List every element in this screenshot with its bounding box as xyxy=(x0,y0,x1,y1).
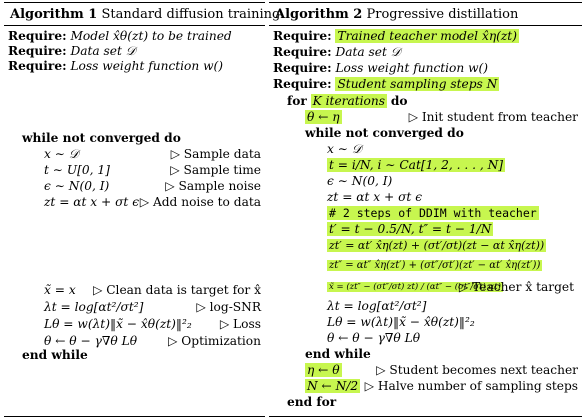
algorithm-1-title xyxy=(10,7,280,22)
code-line: x ∼ 𝒟 xyxy=(327,142,362,156)
comment: ▷ Loss xyxy=(219,317,261,331)
comment: ▷ Sample noise xyxy=(165,179,261,193)
comment: ▷ Sample time xyxy=(170,163,261,177)
require-line: Require: Student sampling steps N xyxy=(273,77,498,91)
highlight: t = i/N, i ∼ Cat[1, 2, . . . , N] xyxy=(329,158,504,172)
code-line: zt = αt x + σt ϵ xyxy=(327,190,423,204)
comment: ▷ Teacher x̂ target xyxy=(458,280,574,294)
bottom-rule xyxy=(4,416,265,417)
title-rule xyxy=(269,25,582,26)
end-while-line: end while xyxy=(22,348,88,362)
code-line xyxy=(327,206,539,221)
code-line: λt = log[αt²/σt²] xyxy=(44,300,144,314)
comment: ▷ Sample data xyxy=(170,147,261,161)
title-rule xyxy=(4,25,265,26)
algorithm-name: Standard diffusion training xyxy=(101,7,281,22)
code-line: zt = αt x + σt ϵ xyxy=(44,195,140,209)
code-line xyxy=(305,110,342,125)
highlight: Student sampling steps N xyxy=(337,77,498,91)
code-line: Lθ = w(λt)‖x̃ − x̂θ(zt)‖²₂ xyxy=(327,315,475,329)
for-line: for K iterations do xyxy=(287,94,408,108)
while-line: while not converged do xyxy=(22,131,181,145)
comment: ▷ Halve number of sampling steps xyxy=(364,379,578,393)
code-line xyxy=(327,158,505,173)
comment: ▷ log-SNR xyxy=(196,300,261,314)
comment: ▷ Clean data is target for x̂ xyxy=(92,283,261,297)
comment: ▷ Init student from teacher xyxy=(408,110,578,124)
code-line: θ ← θ − γ∇θ Lθ xyxy=(44,334,138,348)
highlight: zt″ = αt″ x̂η(zt′) + (σt″/σt′)(zt′ − αt′ x̂η(zt′)) xyxy=(329,260,541,271)
comment: ▷ Optimization xyxy=(168,334,261,348)
code-line xyxy=(327,222,493,237)
comment: ▷ Student becomes next teacher xyxy=(376,363,578,377)
end-for-line: end for xyxy=(287,395,337,409)
require-line: Require: Loss weight function w() xyxy=(273,61,489,75)
highlight: θ ← η xyxy=(307,110,340,124)
code-line: x̃ = x xyxy=(44,283,76,297)
while-line: while not converged do xyxy=(305,126,464,140)
code-line xyxy=(305,363,342,378)
code-line xyxy=(327,238,546,253)
code-line: Lθ = w(λt)‖x̃ − x̂θ(zt)‖²₂ xyxy=(44,317,192,331)
highlight: t′ = t − 0.5/N, t″ = t − 1/N xyxy=(329,222,492,236)
highlight: # 2 steps of DDIM with teacher xyxy=(329,206,537,220)
bottom-rule xyxy=(269,416,582,417)
algorithm-name: Progressive distillation xyxy=(366,7,519,22)
highlight: η ← θ xyxy=(307,363,340,377)
highlight: x̃ = (zt″ − (σt″/σt) zt) / (αt″ − (σt″/σt) αt) xyxy=(329,282,501,292)
require-line: Require: Model x̂θ(zt) to be trained xyxy=(8,29,232,43)
code-line: x ∼ 𝒟 xyxy=(44,147,79,161)
code-line xyxy=(305,379,360,394)
code-line xyxy=(327,257,542,273)
algorithm-2-box xyxy=(269,2,582,417)
code-line: λt = log[αt²/σt²] xyxy=(327,299,427,313)
algorithm-label: Algorithm 1 xyxy=(10,7,98,22)
code-line: ϵ ∼ N(0, I) xyxy=(327,174,393,188)
highlight: zt′ = αt′ x̂η(zt) + (σt′/σt)(zt − αt x̂η(zt)) xyxy=(329,239,545,252)
highlight: K iterations xyxy=(312,94,385,108)
require-line: Require: Trained teacher model x̂η(zt) xyxy=(273,29,517,43)
code-line: θ ← θ − γ∇θ Lθ xyxy=(327,331,421,345)
algorithm-2-title xyxy=(275,7,518,22)
require-line: Require: Data set 𝒟 xyxy=(8,44,136,58)
highlight: N ← N/2 xyxy=(307,379,359,393)
highlight: Trained teacher model x̂η(zt) xyxy=(337,29,517,43)
algorithm-1-box xyxy=(4,2,281,417)
require-line: Require: Data set 𝒟 xyxy=(273,45,401,59)
require-line: Require: Loss weight function w() xyxy=(8,59,224,73)
algorithm-label: Algorithm 2 xyxy=(275,7,363,22)
top-rule xyxy=(4,2,265,3)
comment: ▷ Add noise to data xyxy=(139,195,261,209)
code-line: t ∼ U[0, 1] xyxy=(44,163,110,177)
code-line: ϵ ∼ N(0, I) xyxy=(44,179,110,193)
end-while-line: end while xyxy=(305,347,371,361)
top-rule xyxy=(269,2,582,3)
